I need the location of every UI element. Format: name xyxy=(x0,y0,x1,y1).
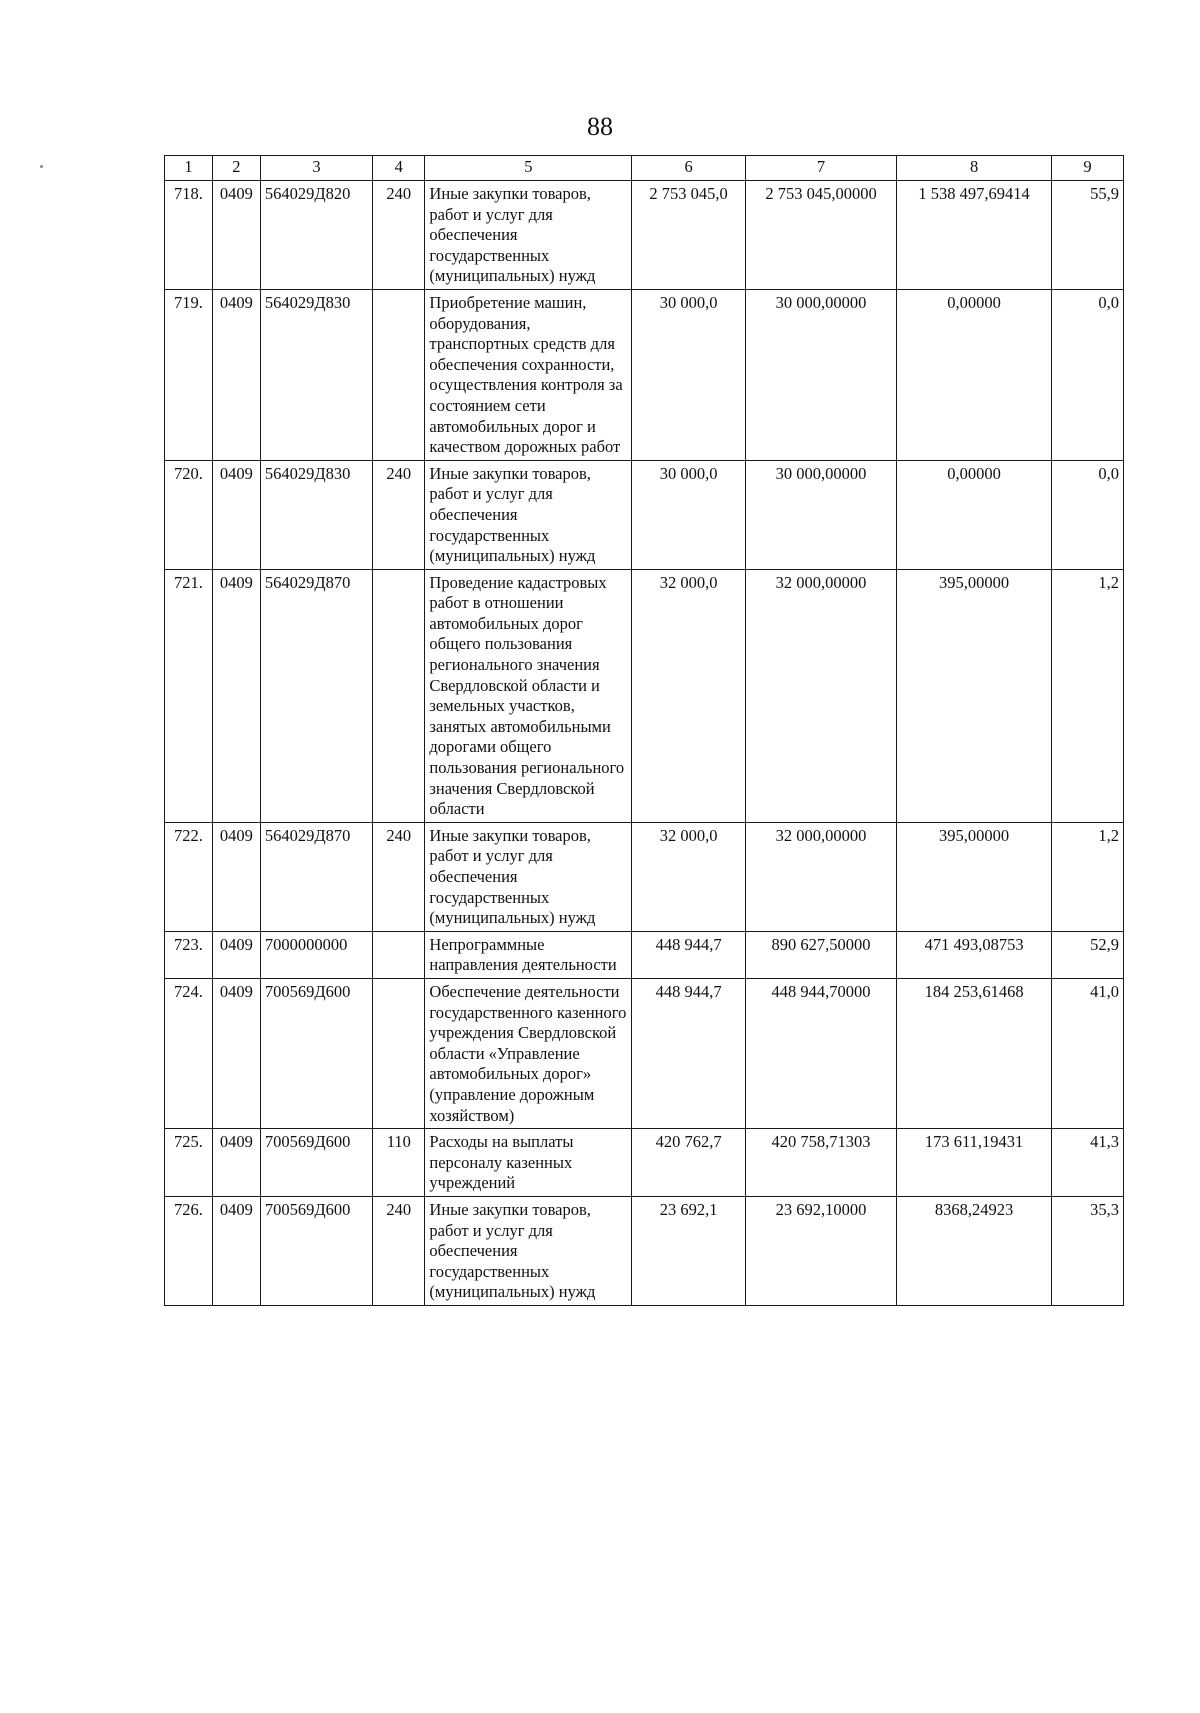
executed-amount: 1 538 497,69414 xyxy=(897,181,1052,290)
expense-type-code xyxy=(373,289,425,460)
target-article-code: 564029Д820 xyxy=(260,181,372,290)
executed-amount: 395,00000 xyxy=(897,822,1052,931)
expense-type-code: 110 xyxy=(373,1129,425,1197)
column-header: 1 xyxy=(165,156,213,181)
target-article-code: 7000000000 xyxy=(260,931,372,978)
section-code: 0409 xyxy=(212,289,260,460)
row-number: 719. xyxy=(165,289,213,460)
item-name: Иные закупки товаров, работ и услуг для обеспечения государственных (муниципальных) нужд xyxy=(425,822,632,931)
expense-type-code xyxy=(373,978,425,1128)
item-name: Проведение кадастровых работ в отношении автомобильных дорог общего пользования регионального значения Свердловской области и земельных участков, занятых автомобильными дорогами общего пользования регионального значения Свердловской области xyxy=(425,569,632,822)
approved-amount: 2 753 045,00000 xyxy=(745,181,896,290)
column-header: 5 xyxy=(425,156,632,181)
item-name: Иные закупки товаров, работ и услуг для обеспечения государственных (муниципальных) нужд xyxy=(425,1196,632,1305)
approved-amount: 420 758,71303 xyxy=(745,1129,896,1197)
approved-amount: 32 000,00000 xyxy=(745,569,896,822)
section-code: 0409 xyxy=(212,822,260,931)
approved-amount: 30 000,00000 xyxy=(745,289,896,460)
column-header: 3 xyxy=(260,156,372,181)
section-code: 0409 xyxy=(212,1196,260,1305)
item-name: Расходы на выплаты персоналу казенных учреждений xyxy=(425,1129,632,1197)
table-row xyxy=(165,978,1124,1128)
target-article-code: 564029Д870 xyxy=(260,822,372,931)
item-name: Обеспечение деятельности государственного казенного учреждения Свердловской области «Управление автомобильных дорог» (управление дорожным хозяйством) xyxy=(425,978,632,1128)
executed-amount: 184 253,61468 xyxy=(897,978,1052,1128)
table-row xyxy=(165,1196,1124,1305)
section-code: 0409 xyxy=(212,181,260,290)
execution-percent: 35,3 xyxy=(1051,1196,1123,1305)
execution-percent: 1,2 xyxy=(1051,822,1123,931)
table-row xyxy=(165,181,1124,290)
expense-type-code xyxy=(373,931,425,978)
plan-amount: 448 944,7 xyxy=(632,931,745,978)
executed-amount: 8368,24923 xyxy=(897,1196,1052,1305)
executed-amount: 0,00000 xyxy=(897,460,1052,569)
table-row xyxy=(165,460,1124,569)
expense-type-code: 240 xyxy=(373,1196,425,1305)
target-article-code: 564029Д830 xyxy=(260,460,372,569)
page-number: 88 xyxy=(587,112,613,141)
row-number: 724. xyxy=(165,978,213,1128)
plan-amount: 32 000,0 xyxy=(632,822,745,931)
section-code: 0409 xyxy=(212,569,260,822)
row-number: 721. xyxy=(165,569,213,822)
plan-amount: 448 944,7 xyxy=(632,978,745,1128)
item-name: Иные закупки товаров, работ и услуг для обеспечения государственных (муниципальных) нужд xyxy=(425,181,632,290)
column-header: 7 xyxy=(745,156,896,181)
execution-percent: 0,0 xyxy=(1051,460,1123,569)
table-row xyxy=(165,289,1124,460)
executed-amount: 0,00000 xyxy=(897,289,1052,460)
row-number: 726. xyxy=(165,1196,213,1305)
scan-speck xyxy=(40,165,43,168)
approved-amount: 32 000,00000 xyxy=(745,822,896,931)
plan-amount: 420 762,7 xyxy=(632,1129,745,1197)
budget-table xyxy=(164,155,1124,1306)
table-row xyxy=(165,569,1124,822)
target-article-code: 564029Д830 xyxy=(260,289,372,460)
approved-amount: 23 692,10000 xyxy=(745,1196,896,1305)
plan-amount: 30 000,0 xyxy=(632,460,745,569)
target-article-code: 564029Д870 xyxy=(260,569,372,822)
item-name: Непрограммные направления деятельности xyxy=(425,931,632,978)
execution-percent: 52,9 xyxy=(1051,931,1123,978)
column-header: 6 xyxy=(632,156,745,181)
section-code: 0409 xyxy=(212,1129,260,1197)
plan-amount: 30 000,0 xyxy=(632,289,745,460)
row-number: 722. xyxy=(165,822,213,931)
table-row xyxy=(165,931,1124,978)
item-name: Приобретение машин, оборудования, транспортных средств для обеспечения сохранности, осуществления контроля за состоянием сети автомобильных дорог и качеством дорожных работ xyxy=(425,289,632,460)
row-number: 725. xyxy=(165,1129,213,1197)
approved-amount: 30 000,00000 xyxy=(745,460,896,569)
executed-amount: 395,00000 xyxy=(897,569,1052,822)
execution-percent: 41,3 xyxy=(1051,1129,1123,1197)
approved-amount: 890 627,50000 xyxy=(745,931,896,978)
column-header: 4 xyxy=(373,156,425,181)
expense-type-code: 240 xyxy=(373,460,425,569)
target-article-code: 700569Д600 xyxy=(260,1129,372,1197)
item-name: Иные закупки товаров, работ и услуг для обеспечения государственных (муниципальных) нужд xyxy=(425,460,632,569)
expense-type-code: 240 xyxy=(373,181,425,290)
section-code: 0409 xyxy=(212,978,260,1128)
expense-type-code: 240 xyxy=(373,822,425,931)
plan-amount: 2 753 045,0 xyxy=(632,181,745,290)
executed-amount: 173 611,19431 xyxy=(897,1129,1052,1197)
execution-percent: 41,0 xyxy=(1051,978,1123,1128)
column-header: 9 xyxy=(1051,156,1123,181)
column-header: 8 xyxy=(897,156,1052,181)
execution-percent: 1,2 xyxy=(1051,569,1123,822)
execution-percent: 55,9 xyxy=(1051,181,1123,290)
approved-amount: 448 944,70000 xyxy=(745,978,896,1128)
column-header: 2 xyxy=(212,156,260,181)
row-number: 718. xyxy=(165,181,213,290)
expense-type-code xyxy=(373,569,425,822)
section-code: 0409 xyxy=(212,460,260,569)
row-number: 723. xyxy=(165,931,213,978)
plan-amount: 23 692,1 xyxy=(632,1196,745,1305)
row-number: 720. xyxy=(165,460,213,569)
table-row xyxy=(165,1129,1124,1197)
executed-amount: 471 493,08753 xyxy=(897,931,1052,978)
execution-percent: 0,0 xyxy=(1051,289,1123,460)
table-row xyxy=(165,822,1124,931)
target-article-code: 700569Д600 xyxy=(260,978,372,1128)
target-article-code: 700569Д600 xyxy=(260,1196,372,1305)
section-code: 0409 xyxy=(212,931,260,978)
plan-amount: 32 000,0 xyxy=(632,569,745,822)
table-header-row xyxy=(165,156,1124,181)
